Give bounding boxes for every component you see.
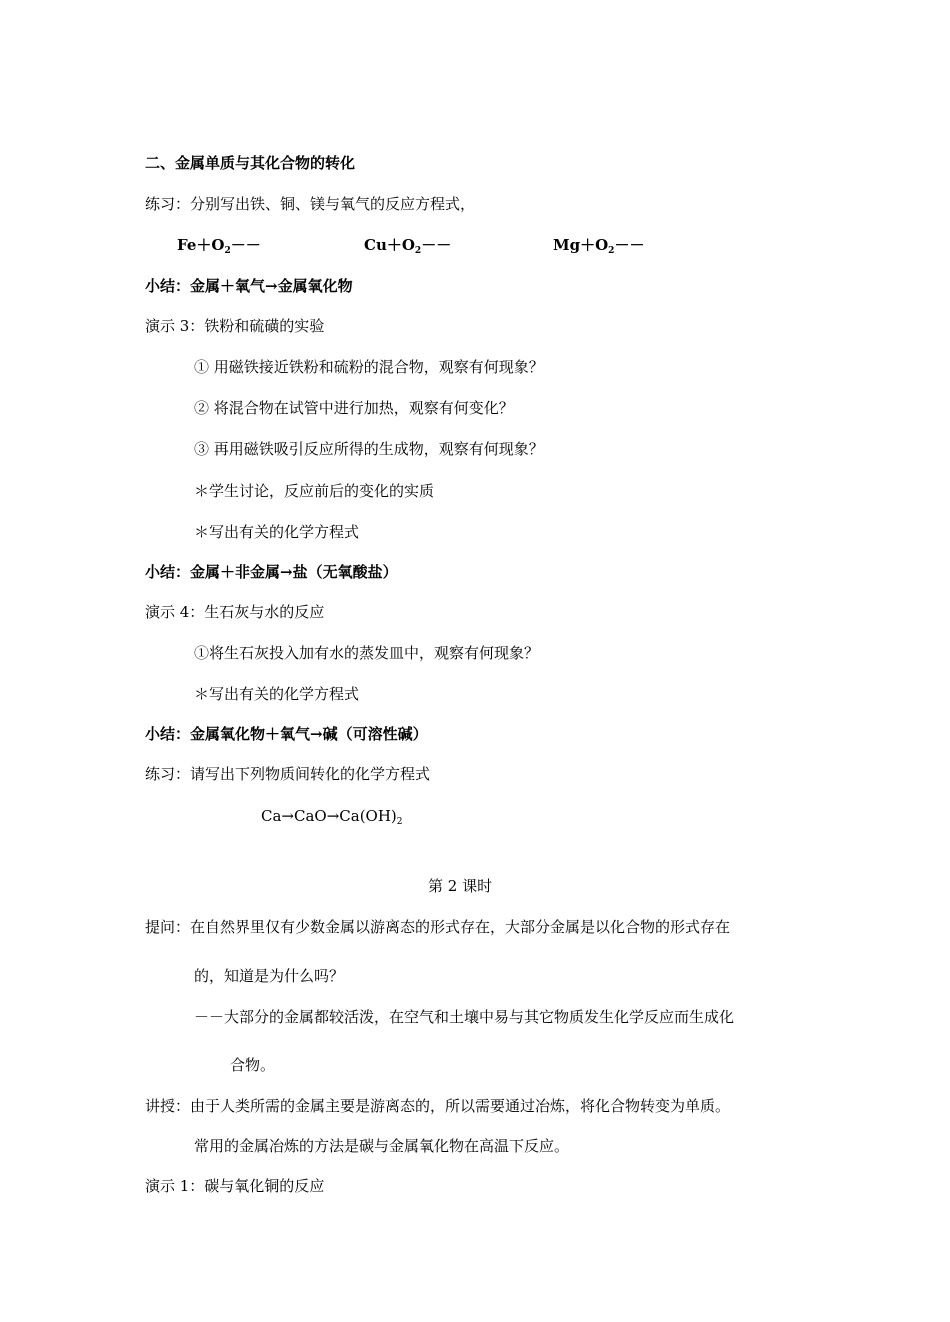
equation-cu-sub: 2 [414, 246, 422, 256]
note-discussion: ＊学生讨论，反应前后的变化的实质 [194, 482, 435, 500]
demo-3-step-3: ③ 再用磁铁吸引反应所得的生成物，观察有何现象？ [194, 440, 544, 458]
equation-mg-sub: 2 [608, 246, 615, 256]
exercise-1: 练习：分别写出铁、铜、镁与氧气的反应方程式， [145, 195, 476, 213]
equation-mg [553, 235, 644, 261]
equation-cu-rhs: －－ [421, 236, 452, 254]
equation-cu [364, 235, 451, 261]
summary-3: 小结：金属氧化物＋氧气→碱（可溶性碱） [145, 725, 428, 743]
note-equation-1: ＊写出有关的化学方程式 [194, 523, 360, 541]
demo-3-step-1: ① 用磁铁接近铁粉和硫粉的混合物，观察有何现象？ [194, 358, 544, 376]
demo-3-title: 演示 3：铁粉和硫磺的实验 [145, 317, 325, 335]
equation-mg-lhs: Mg＋O [553, 236, 609, 254]
question-line-1: 提问：在自然界里仅有少数金属以游离态的形式存在，大部分金属是以化合物的形式存在 [145, 918, 731, 936]
demo-3-step-2: ② 将混合物在试管中进行加热，观察有何变化？ [194, 399, 514, 417]
equation-fe-rhs: －－ [230, 236, 261, 254]
conversion-chain [261, 806, 403, 832]
summary-2: 小结：金属＋非金属→盐（无氧酸盐） [145, 563, 398, 581]
lecture-line-2: 常用的金属冶炼的方法是碳与金属氧化物在高温下反应。 [194, 1137, 570, 1155]
demo-4-title: 演示 4：生石灰与水的反应 [145, 603, 325, 621]
equation-fe-sub: 2 [224, 246, 231, 256]
section-heading: 二、金属单质与其化合物的转化 [145, 154, 356, 172]
equation-fe-lhs: Fe＋O [177, 236, 225, 254]
answer-line-1: －－大部分的金属都较活泼，在空气和土壤中易与其它物质发生化学反应而生成化 [194, 1008, 735, 1026]
equation-fe [177, 235, 261, 261]
equation-mg-rhs: －－ [614, 236, 645, 254]
equation-cu-lhs: Cu＋O [364, 236, 415, 254]
conversion-chain-main: Ca→CaO→Ca(OH) [261, 807, 397, 825]
lecture-line-1: 讲授：由于人类所需的金属主要是游离态的，所以需要通过冶炼，将化合物转变为单质。 [145, 1097, 731, 1115]
exercise-2: 练习：请写出下列物质间转化的化学方程式 [145, 765, 431, 783]
summary-1: 小结：金属＋氧气→金属氧化物 [145, 277, 353, 295]
note-equation-2: ＊写出有关的化学方程式 [194, 685, 360, 703]
demo-4-step-1: ①将生石灰投入加有水的蒸发皿中，观察有何现象？ [194, 644, 540, 662]
demo-1-title: 演示 1：碳与氧化铜的反应 [145, 1177, 325, 1195]
lesson-2-title: 第 2 课时 [428, 877, 493, 895]
question-line-2: 的，知道是为什么吗？ [194, 967, 345, 985]
answer-line-2: 合物。 [230, 1056, 276, 1074]
conversion-chain-sub: 2 [396, 817, 403, 827]
